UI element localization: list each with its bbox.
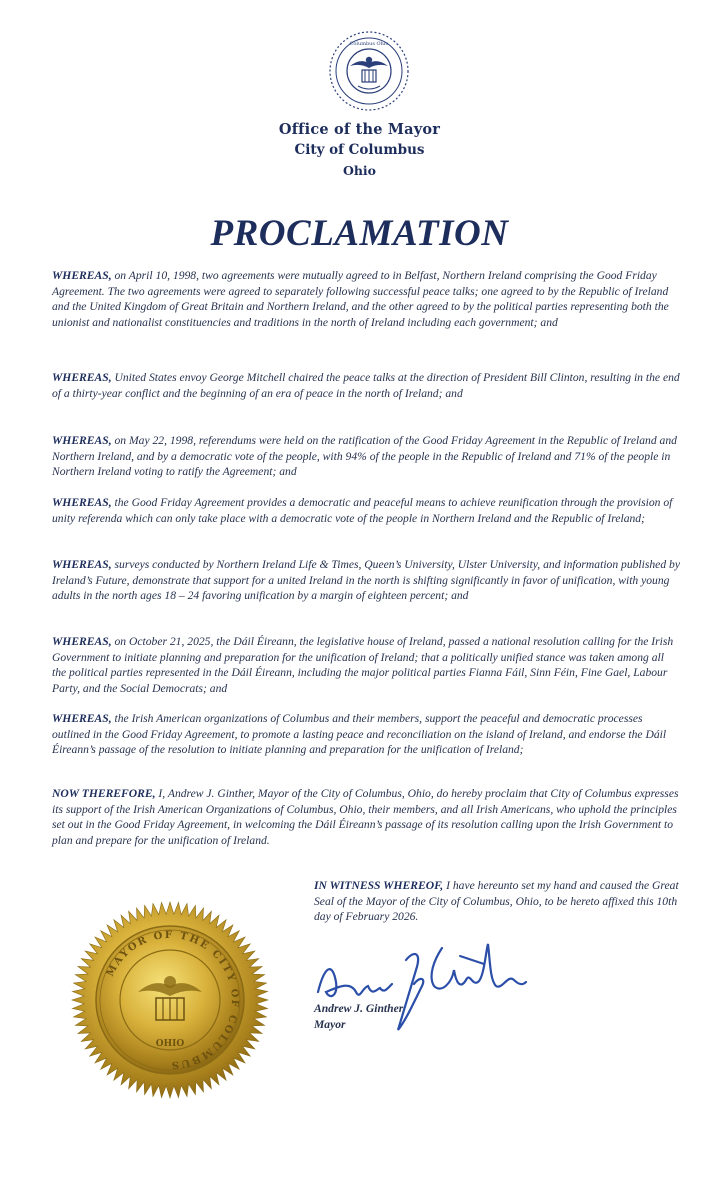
- clause-lead: WHEREAS,: [52, 371, 112, 384]
- witness-lead: IN WITNESS WHEREOF,: [314, 879, 444, 892]
- clause-text: on October 21, 2025, the Dáil Éireann, the legislative house of Ireland, passed a national resolution calling for the Irish Government to initiate planning and preparation for the unification of Ireland; that a politically unified stance was taken among all the political parties represented in the Dáil Éireann, including the major political parties Fianna Fáil, Sinn Féin, Fine Gael, Labour Party, and the Social Democrats; and: [52, 635, 674, 695]
- clause-1: [52, 268, 680, 330]
- clause-lead: NOW THEREFORE,: [52, 787, 156, 800]
- clause-lead: WHEREAS,: [52, 496, 112, 509]
- clause-7: [52, 711, 680, 758]
- city-seal-text: Columbus Ohio: [349, 41, 389, 47]
- clause-lead: WHEREAS,: [52, 558, 112, 571]
- seal-bottom-text: OHIO: [155, 1039, 185, 1049]
- signer-title: Mayor: [314, 1018, 346, 1031]
- clause-5: [52, 557, 680, 604]
- clause-text: the Good Friday Agreement provides a democratic and peaceful means to achieve reunification through the provision of unity referenda which can only take place with a democratic vote of the people in Northern Ireland and the Republic of Ireland;: [52, 496, 673, 525]
- gold-seal-icon: [70, 900, 270, 1100]
- office-title: Office of the Mayor: [278, 121, 441, 138]
- clause-lead: WHEREAS,: [52, 269, 112, 282]
- clause-text: the Irish American organizations of Columbus and their members, support the peaceful and democratic processes outlined in the Good Friday Agreement, to promote a lasting peace and reconciliation on the island of Ireland, and endorse the Dáil Éireann’s passage of the resolution to initiate planning and preparation for the unification of Ireland;: [52, 712, 667, 757]
- clause-lead: WHEREAS,: [52, 434, 112, 447]
- state-name: Ohio: [342, 163, 377, 178]
- clause-text: on May 22, 1998, referendums were held on the ratification of the Good Friday Agreement in the Republic of Ireland and Northern Ireland, and by a democratic vote of the people, with 94% of the people in the Republic of Ireland and 71% of the people in Northern Ireland voting to ratify the Agreement; and: [52, 434, 677, 479]
- clause-3: [52, 433, 680, 480]
- witness-text: I have hereunto set my hand and caused the Great Seal of the Mayor of the City of Columbus, Ohio, to be hereto affixed this 10th day of February 2026.: [314, 879, 679, 924]
- signer-name: Andrew J. Ginther: [314, 1002, 404, 1015]
- clause-4: [52, 495, 680, 526]
- clause-text: United States envoy George Mitchell chaired the peace talks at the direction of President Bill Clinton, resulting in the end of a thirty-year conflict and the beginning of an era of peace in the north of Ireland; and: [52, 371, 680, 400]
- clause-lead: WHEREAS,: [52, 712, 112, 725]
- clause-6: [52, 634, 680, 696]
- city-seal-icon: [328, 30, 410, 112]
- clause-now-therefore: [52, 786, 680, 848]
- city-name: City of Columbus: [294, 142, 425, 158]
- clause-2: [52, 370, 680, 401]
- clause-text: surveys conducted by Northern Ireland Life & Times, Queen’s University, Ulster University, and information published by Ireland’s Future, demonstrate that support for a united Ireland in the north is shifting significantly in favor of unification, with young adults in the north ages 18 – 24 favoring unification by a margin of eighteen percent; and: [52, 558, 680, 603]
- witness-statement: [314, 878, 694, 925]
- clause-lead: WHEREAS,: [52, 635, 112, 648]
- seal-ring-text: MAYOR OF THE CITY OF COLUMBUS: [104, 929, 241, 1071]
- clause-text: I, Andrew J. Ginther, Mayor of the City of Columbus, Ohio, do hereby proclaim that City of Columbus expresses its support of the Irish American Organizations of Columbus, Ohio, their members, and all Irish Americans, who uphold the principles set out in the Good Friday Agreement, in welcoming the Dáil Éireann’s passage of its resolution calling upon the Irish Government to plan and prepare for the unification of Ireland.: [52, 787, 679, 847]
- clause-text: on April 10, 1998, two agreements were mutually agreed to in Belfast, Northern Ireland comprising the Good Friday Agreement. The two agreements were agreed to separately following successful peace talks; one agreed to by the Republic of Ireland and the United Kingdom of Great Britain and Northern Ireland, and the other agreed to by the political parties representing both the unionist and nationalist constituencies and traditions in the north of Ireland including each government; and: [52, 269, 669, 329]
- document-title: PROCLAMATION: [210, 213, 509, 254]
